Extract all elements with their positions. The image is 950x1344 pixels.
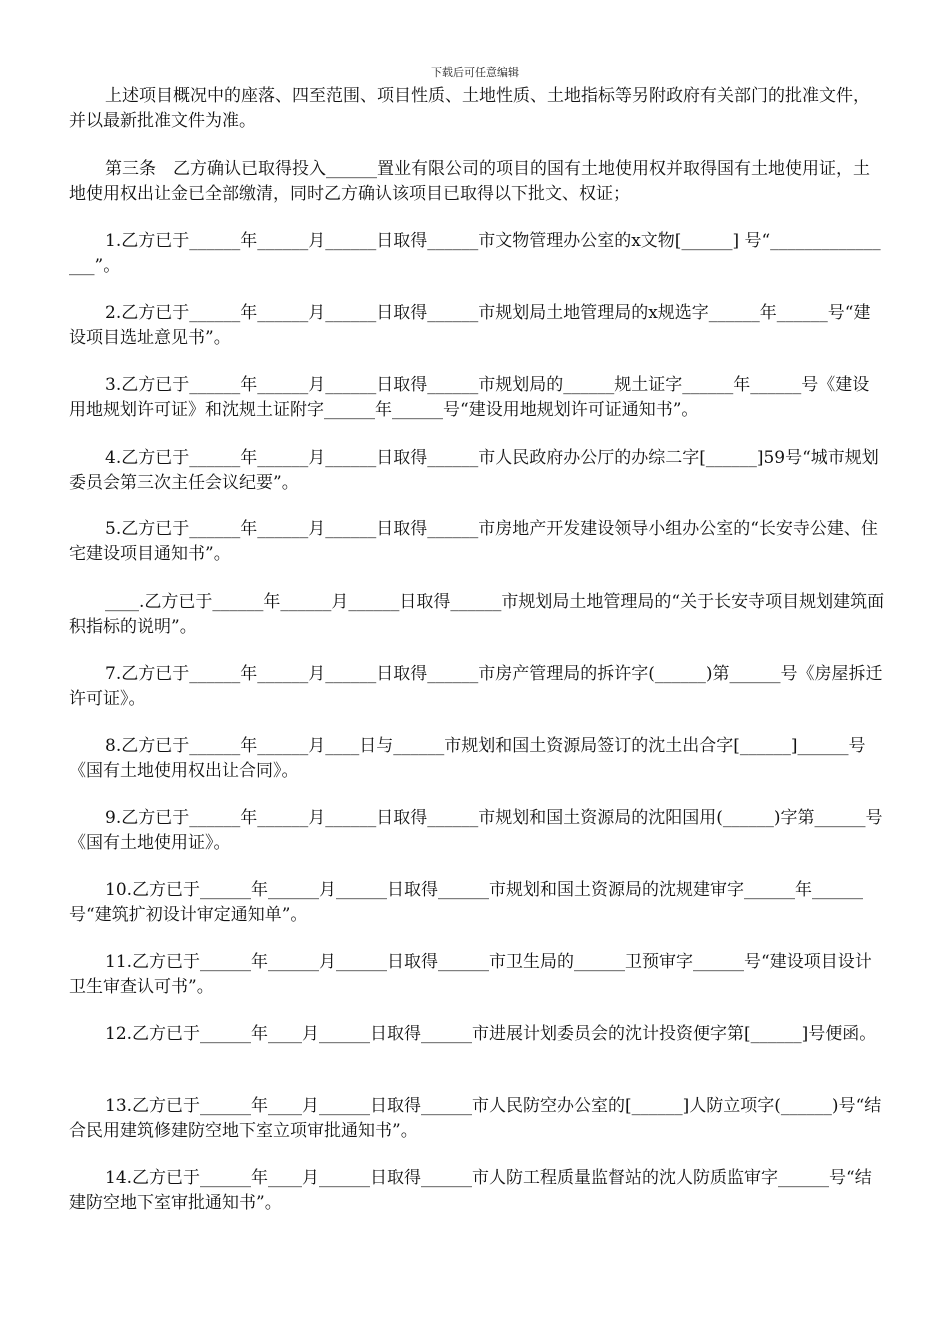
list-item-9: 9.乙方已于______年______月______日取得______市规划和国土资源局的沈阳国用(______)字第______号《国有土地使用证》。 — [69, 808, 883, 853]
paragraph-article-3: 第三条 乙方确认已取得投入______置业有限公司的项目的国有土地使用权并取得国有土地使用证，土地使用权出让金已全部缴清，同时乙方确认该项目已取得以下批文、权证； — [69, 159, 870, 204]
list-item-7: 7.乙方已于______年______月______日取得______市房产管理局的拆许字(______)第______号《房屋拆迁许可证》。 — [69, 664, 883, 709]
list-item-6: ____.乙方已于______年______月______日取得______市规划局土地管理局的“关于长安寺项目规划建筑面积指标的说明”。 — [69, 592, 885, 637]
list-item-5: 5.乙方已于______年______月______日取得______市房地产开发建设领导小组办公室的“长安寺公建、住宅建设项目通知书”。 — [69, 519, 878, 564]
list-item-3: 3.乙方已于______年______月______日取得______市规划局的______规土证字______年______号《建设用地规划许可证》和沈规土证附字______年______号“建设用地规划许可证通知书”。 — [69, 375, 870, 420]
list-item-1: 1.乙方已于______年______月______日取得______市文物管理办公室的x文物[______] 号“________________”。 — [69, 231, 881, 276]
list-item-4: 4.乙方已于______年______月______日取得______市人民政府办公厅的办综二字[______]59号“城市规划委员会第三次主任会议纪要”。 — [69, 448, 879, 493]
list-item-13: 13.乙方已于______年____月______日取得______市人民防空办公室的[______]人防立项字(______)号“结合民用建筑修建防空地下室立项审批通知书”。 — [69, 1096, 882, 1141]
header-watermark: 下载后可任意编辑 — [431, 66, 519, 79]
list-item-8: 8.乙方已于______年______月____日与______市规划和国土资源局签订的沈土出合字[______]______号《国有土地使用权出让合同》。 — [69, 736, 866, 781]
list-item-10: 10.乙方已于______年______月______日取得______市规划和国土资源局的沈规建审字______年______号“建筑扩初设计审定通知单”。 — [69, 880, 864, 925]
list-item-14: 14.乙方已于______年____月______日取得______市人防工程质量监督站的沈人防质监审字______号“结建防空地下室审批通知书”。 — [69, 1168, 872, 1213]
paragraph-project-overview: 上述项目概况中的座落、四至范围、项目性质、土地性质、土地指标等另附政府有关部门的批准文件，并以最新批准文件为准。 — [69, 86, 870, 131]
list-item-12: 12.乙方已于______年____月______日取得______市进展计划委员会的沈计投资便字第[______]号便函。 — [105, 1024, 877, 1044]
list-item-11: 11.乙方已于______年______月______日取得______市卫生局的______卫预审字______号“建设项目设计卫生审查认可书”。 — [69, 952, 872, 997]
list-item-2: 2.乙方已于______年______月______日取得______市规划局土地管理局的x规选字______年______号“建设项目选址意见书”。 — [69, 303, 871, 348]
